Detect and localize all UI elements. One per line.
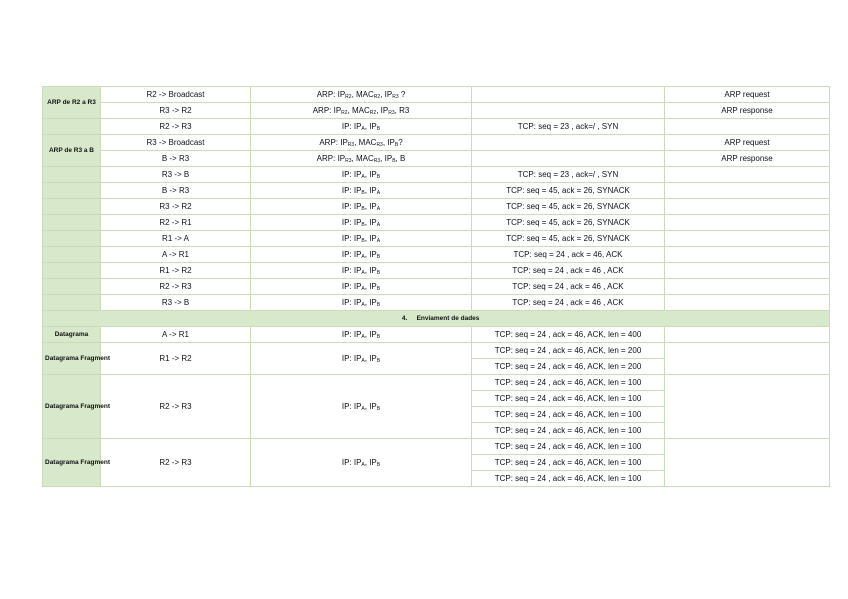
note-cell: ARP request xyxy=(665,135,830,151)
table-row xyxy=(43,119,830,135)
note-cell xyxy=(665,231,830,247)
table-row xyxy=(43,343,830,359)
table-body xyxy=(43,87,830,487)
route-cell: B -> R3 xyxy=(101,151,251,167)
table-row xyxy=(43,151,830,167)
route-cell: R2 -> Broadcast xyxy=(101,87,251,103)
tcp-header-cell: TCP: seq = 24 , ack = 46, ACK, len = 200 xyxy=(472,359,665,375)
note-cell xyxy=(665,263,830,279)
ip-header-cell: IP: $IP_B$, $IP_A$ xyxy=(251,231,472,247)
protocol-trace-table xyxy=(42,86,830,487)
tcp-header-cell: TCP: seq = 24 , ack = 46, ACK, len = 100 xyxy=(472,439,665,455)
route-cell: A -> R1 xyxy=(101,327,251,343)
tcp-header-cell: TCP: seq = 45, ack = 26, SYNACK xyxy=(472,231,665,247)
row-label: ARP de R3 a B xyxy=(43,135,101,167)
route-cell: R3 -> Broadcast xyxy=(101,135,251,151)
route-cell: R3 -> R2 xyxy=(101,103,251,119)
note-cell xyxy=(665,199,830,215)
section-title: Enviament de dades xyxy=(416,314,480,322)
section-number: 4. xyxy=(401,314,408,322)
section-row xyxy=(43,311,830,327)
note-cell xyxy=(665,439,830,487)
table-row xyxy=(43,439,830,455)
ip-header-cell: IP: $IP_A$, $IP_B$ xyxy=(251,279,472,295)
table-row xyxy=(43,183,830,199)
row-label xyxy=(43,231,101,247)
row-label: Datagrama xyxy=(43,327,101,343)
tcp-header-cell: TCP: seq = 24 , ack = 46, ACK, len = 400 xyxy=(472,327,665,343)
tcp-header-cell: TCP: seq = 24 , ack = 46, ACK, len = 200 xyxy=(472,343,665,359)
tcp-header-cell: TCP: seq = 24 , ack = 46 , ACK xyxy=(472,279,665,295)
row-label xyxy=(43,279,101,295)
route-cell: R3 -> B xyxy=(101,295,251,311)
table-row xyxy=(43,263,830,279)
note-cell xyxy=(665,343,830,375)
note-cell xyxy=(665,215,830,231)
tcp-header-cell: TCP: seq = 23 , ack=/ , SYN xyxy=(472,167,665,183)
note-cell xyxy=(665,375,830,439)
tcp-header-cell xyxy=(472,151,665,167)
tcp-header-cell xyxy=(472,135,665,151)
route-cell: R2 -> R3 xyxy=(101,439,251,487)
tcp-header-cell: TCP: seq = 45, ack = 26, SYNACK xyxy=(472,199,665,215)
table-row xyxy=(43,103,830,119)
row-label: Datagrama Fragment xyxy=(43,343,101,375)
row-label: ARP de R2 a R3 xyxy=(43,87,101,119)
row-label: Datagrama Fragment xyxy=(43,439,101,487)
row-label xyxy=(43,167,101,183)
table-row xyxy=(43,247,830,263)
table-row xyxy=(43,231,830,247)
row-label: Datagrama Fragment xyxy=(43,375,101,439)
row-label xyxy=(43,295,101,311)
ip-header-cell: IP: $IP_A$, $IP_B$ xyxy=(251,247,472,263)
row-label xyxy=(43,215,101,231)
row-label xyxy=(43,119,101,135)
note-cell xyxy=(665,247,830,263)
table-row xyxy=(43,87,830,103)
tcp-header-cell: TCP: seq = 24 , ack = 46, ACK, len = 100 xyxy=(472,407,665,423)
row-label xyxy=(43,263,101,279)
note-cell: ARP request xyxy=(665,87,830,103)
note-cell: ARP response xyxy=(665,151,830,167)
note-cell xyxy=(665,119,830,135)
table-row xyxy=(43,135,830,151)
table-row xyxy=(43,295,830,311)
table-row xyxy=(43,215,830,231)
tcp-header-cell: TCP: seq = 24 , ack = 46, ACK, len = 100 xyxy=(472,423,665,439)
tcp-header-cell: TCP: seq = 24 , ack = 46, ACK, len = 100 xyxy=(472,391,665,407)
route-cell: R2 -> R3 xyxy=(101,119,251,135)
tcp-header-cell: TCP: seq = 24 , ack = 46, ACK, len = 100 xyxy=(472,455,665,471)
note-cell xyxy=(665,167,830,183)
ip-header-cell: IP: $IP_A$, $IP_B$ xyxy=(251,327,472,343)
ip-header-cell: IP: $IP_A$, $IP_B$ xyxy=(251,263,472,279)
ip-header-cell: IP: $IP_A$, $IP_B$ xyxy=(251,295,472,311)
ip-header-cell: IP: $IP_A$, $IP_B$ xyxy=(251,439,472,487)
tcp-header-cell: TCP: seq = 24 , ack = 46, ACK, len = 100 xyxy=(472,375,665,391)
ip-header-cell: IP: $IP_B$, $IP_A$ xyxy=(251,183,472,199)
tcp-header-cell xyxy=(472,87,665,103)
ip-header-cell: IP: $IP_A$, $IP_B$ xyxy=(251,167,472,183)
ip-header-cell: ARP: $IP_{R2}$, $MAC_{R2}$, $IP_{R3}$, R3 xyxy=(251,103,472,119)
route-cell: R1 -> R2 xyxy=(101,263,251,279)
tcp-header-cell: TCP: seq = 24 , ack = 46, ACK xyxy=(472,247,665,263)
row-label xyxy=(43,247,101,263)
note-cell xyxy=(665,279,830,295)
route-cell: B -> R3 xyxy=(101,183,251,199)
route-cell: R1 -> R2 xyxy=(101,343,251,375)
note-cell xyxy=(665,295,830,311)
note-cell xyxy=(665,327,830,343)
row-label xyxy=(43,183,101,199)
ip-header-cell: IP: $IP_A$, $IP_B$ xyxy=(251,343,472,375)
table-row xyxy=(43,375,830,391)
tcp-header-cell: TCP: seq = 24 , ack = 46 , ACK xyxy=(472,295,665,311)
table-row xyxy=(43,327,830,343)
section-heading xyxy=(43,311,830,327)
ip-header-cell: IP: $IP_B$, $IP_A$ xyxy=(251,199,472,215)
route-cell: R3 -> R2 xyxy=(101,199,251,215)
tcp-header-cell: TCP: seq = 45, ack = 26, SYNACK xyxy=(472,183,665,199)
tcp-header-cell: TCP: seq = 45, ack = 26, SYNACK xyxy=(472,215,665,231)
table-row xyxy=(43,279,830,295)
tcp-header-cell: TCP: seq = 23 , ack=/ , SYN xyxy=(472,119,665,135)
table-row xyxy=(43,167,830,183)
ip-header-cell: IP: $IP_A$, $IP_B$ xyxy=(251,375,472,439)
route-cell: R1 -> A xyxy=(101,231,251,247)
route-cell: R3 -> B xyxy=(101,167,251,183)
route-cell: R2 -> R1 xyxy=(101,215,251,231)
ip-header-cell: IP: $IP_A$, $IP_B$ xyxy=(251,119,472,135)
ip-header-cell: ARP: $IP_{R3}$, $MAC_{R3}$, $IP_B$, B xyxy=(251,151,472,167)
tcp-header-cell: TCP: seq = 24 , ack = 46 , ACK xyxy=(472,263,665,279)
note-cell: ARP response xyxy=(665,103,830,119)
route-cell: A -> R1 xyxy=(101,247,251,263)
tcp-header-cell xyxy=(472,103,665,119)
route-cell: R2 -> R3 xyxy=(101,375,251,439)
ip-header-cell: IP: $IP_B$, $IP_A$ xyxy=(251,215,472,231)
note-cell xyxy=(665,183,830,199)
table-row xyxy=(43,199,830,215)
ip-header-cell: ARP: $IP_{R2}$, $MAC_{R2}$, $IP_{R3}$ ? xyxy=(251,87,472,103)
route-cell: R2 -> R3 xyxy=(101,279,251,295)
tcp-header-cell: TCP: seq = 24 , ack = 46, ACK, len = 100 xyxy=(472,471,665,487)
ip-header-cell: ARP: $IP_{R3}$, $MAC_{R3}$, $IP_B$? xyxy=(251,135,472,151)
row-label xyxy=(43,199,101,215)
